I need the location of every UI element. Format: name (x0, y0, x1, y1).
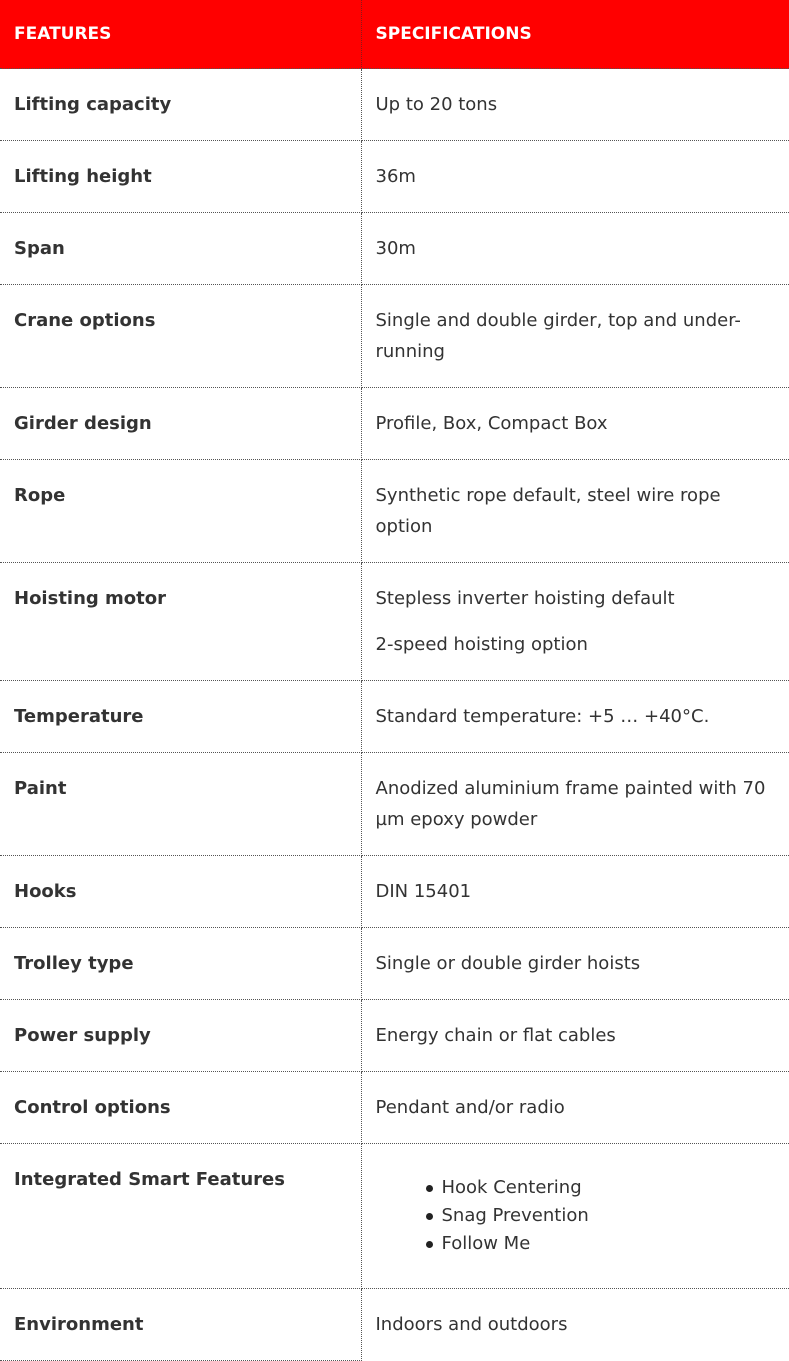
feature-cell: Lifting height (0, 141, 361, 213)
feature-cell: Hooks (0, 856, 361, 928)
table-header-row (0, 0, 789, 69)
feature-cell: Temperature (0, 681, 361, 753)
spec-cell: 36m (361, 141, 789, 213)
table-row (0, 753, 789, 856)
list-item: Snag Prevention (426, 1202, 776, 1230)
table-row (0, 388, 789, 460)
spec-cell: Indoors and outdoors (375, 1314, 568, 1335)
bullet-icon (426, 1213, 433, 1220)
spec-line: Stepless inverter hoisting default (375, 588, 675, 609)
spec-cell: 30m (361, 213, 789, 285)
feature-cell: Integrated Smart Features (0, 1144, 361, 1289)
table-row (0, 213, 789, 285)
table-row (0, 141, 789, 213)
table-row (0, 69, 789, 141)
feature-cell: Power supply (0, 1000, 361, 1072)
spec-cell: Standard temperature: +5 … +40°C. (361, 681, 789, 753)
spec-cell: Up to 20 tons (361, 69, 789, 141)
spec-line: 2-speed hoisting option (375, 634, 588, 655)
spec-cell: DIN 15401 (361, 856, 789, 928)
table-row (0, 460, 789, 563)
feature-cell: Crane options (0, 285, 361, 388)
spec-cell: Anodized aluminium frame painted with 70 µm epoxy powder (361, 753, 789, 856)
feature-cell: Span (0, 213, 361, 285)
table-row (0, 563, 789, 681)
spec-cell: Single and double girder, top and under-running (361, 285, 789, 388)
spec-cell: Energy chain or flat cables (361, 1000, 789, 1072)
table-row (0, 285, 789, 388)
bullet-icon (426, 1241, 433, 1248)
feature-cell: Trolley type (0, 928, 361, 1000)
table-row (0, 1144, 789, 1289)
spec-cell (361, 563, 789, 681)
feature-cell: Paint (0, 753, 361, 856)
spec-cell: Synthetic rope default, steel wire rope option (361, 460, 789, 563)
table-row (0, 1000, 789, 1072)
smart-features-list (376, 1174, 776, 1258)
table-row (0, 1072, 789, 1144)
spec-cell (361, 1144, 789, 1289)
feature-cell: Hoisting motor (0, 563, 361, 681)
feature-cell: Rope (0, 460, 361, 563)
header-features: FEATURES (0, 0, 361, 69)
header-specifications: SPECIFICATIONS (361, 0, 789, 69)
table-row (0, 856, 789, 928)
feature-cell: Environment (0, 1289, 361, 1361)
spec-cell: Pendant and/or radio (361, 1072, 789, 1144)
feature-cell: Lifting capacity (0, 69, 361, 141)
spec-cell: Single or double girder hoists (361, 928, 789, 1000)
list-item: Follow Me (426, 1230, 776, 1258)
list-item: Hook Centering (426, 1174, 776, 1202)
spec-cell: Profile, Box, Compact Box (361, 388, 789, 460)
table-row (0, 928, 789, 1000)
bullet-icon (426, 1185, 433, 1192)
table-row (0, 681, 789, 753)
feature-cell: Control options (0, 1072, 361, 1144)
feature-cell: Girder design (0, 388, 361, 460)
